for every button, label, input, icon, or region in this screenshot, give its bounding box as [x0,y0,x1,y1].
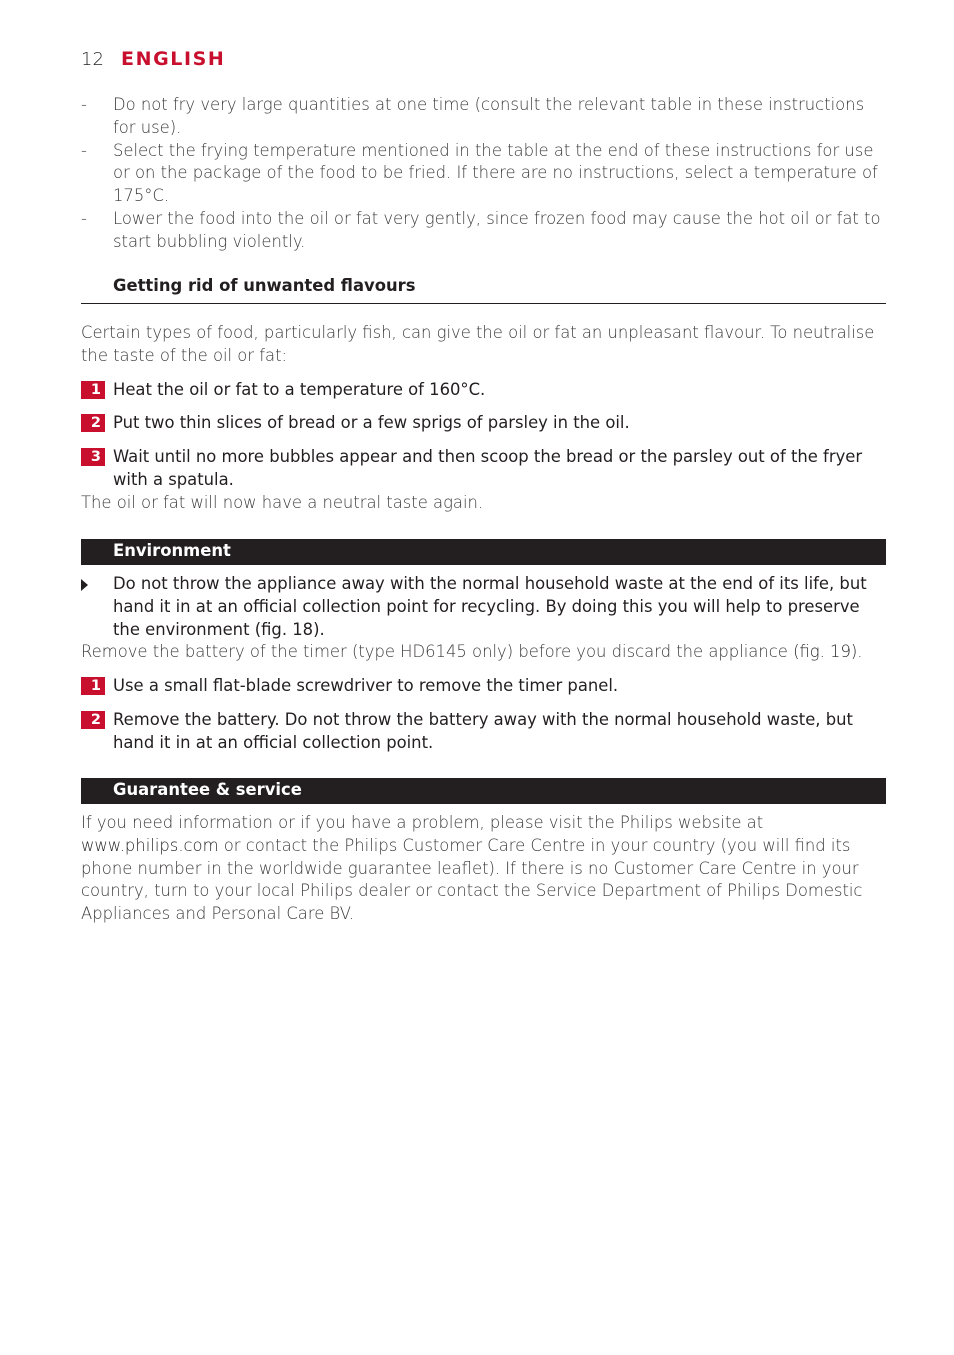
step-number-badge: 2 [81,711,105,729]
language-label: ENGLISH [121,48,226,70]
battery-note-text: Remove the battery of the timer (type HD6145 only) before you discard the appliance [81,642,788,662]
flavours-heading-text: Getting rid of unwanted flavours [113,276,416,295]
flavours-intro: Certain types of food, particularly fish, can give the oil or fat an unpleasant flavour. To neutralise the taste of the oil or fat: [81,323,875,365]
battery-note [81,641,886,664]
step-item [81,446,886,492]
guarantee-text-before: If you need information or if you have a problem, please visit the Philips website at [81,813,764,832]
battery-note-end: . [857,642,863,662]
list-item-text: Do not fry very large quantities at one time (consult the relevant table in these instructions for use). [113,95,865,137]
guarantee-heading [81,778,886,804]
flavours-section [81,322,886,515]
step-text: Heat the oil or fat to a temperature of 160°C. [113,379,486,399]
page-header [81,48,225,74]
list-item [81,94,886,140]
bullet-text: Do not throw the appliance away with the normal household waste at the end of its life, but hand it in at an official collection point for recycling. By doing this you will help to preserve the environment (fig. 18). [113,574,867,639]
intro-dash-list [81,94,886,254]
environment-section [81,573,886,755]
philips-website-link[interactable]: www.philips.com [81,835,219,855]
step-text: Wait until no more bubbles appear and then scoop the bread or the parsley out of the fryer with a spatula. [113,447,863,489]
step-number-badge: 3 [81,448,105,466]
list-item-text: Select the frying temperature mentioned in the table at the end of these instructions for use or on the package of the food to be fried. If there are no instructions, select a temperature of 175°C. [113,140,878,206]
bullet-item [81,573,886,641]
step-text: Remove the battery. Do not throw the battery away with the normal household waste, but hand it in at an official collection point. [113,709,853,752]
environment-heading [81,539,886,565]
flavours-note: The oil or fat will now have a neutral taste again. [81,492,484,512]
step-item [81,412,886,435]
list-item-text: Lower the food into the oil or fat very gently, since frozen food may cause the hot oil or fat to start bubbling violently. [113,208,881,251]
step-item [81,379,886,402]
step-number-badge: 1 [81,381,105,399]
bullet-arrow-icon [81,579,88,591]
guarantee-text-after: or contact the Philips Customer Care Centre in your country (you will find its phone number in the worldwide guarantee leaflet). If there is no Customer Care Centre in your country, turn to your local Philips dealer or contact the Service Department of Philips Domestic Appliances and Personal Care BV. [81,835,863,924]
step-number-badge: 2 [81,414,105,432]
figure-reference: (fig. 19) [793,642,858,662]
list-item [81,140,886,208]
guarantee-heading-text: Guarantee & service [113,780,302,799]
flavours-heading [81,276,886,304]
list-item [81,208,886,254]
step-text: Put two thin slices of bread or a few sprigs of parsley in the oil. [113,413,630,433]
step-item [81,709,886,755]
dash-marker: - [81,95,87,114]
step-item [81,675,886,698]
dash-marker: - [81,140,87,160]
page-number: 12 [81,49,104,70]
guarantee-section [81,812,886,926]
environment-heading-text: Environment [113,541,231,560]
step-text: Use a small flat-blade screwdriver to remove the timer panel. [113,676,619,696]
step-number-badge: 1 [81,677,105,695]
dash-marker: - [81,208,87,228]
